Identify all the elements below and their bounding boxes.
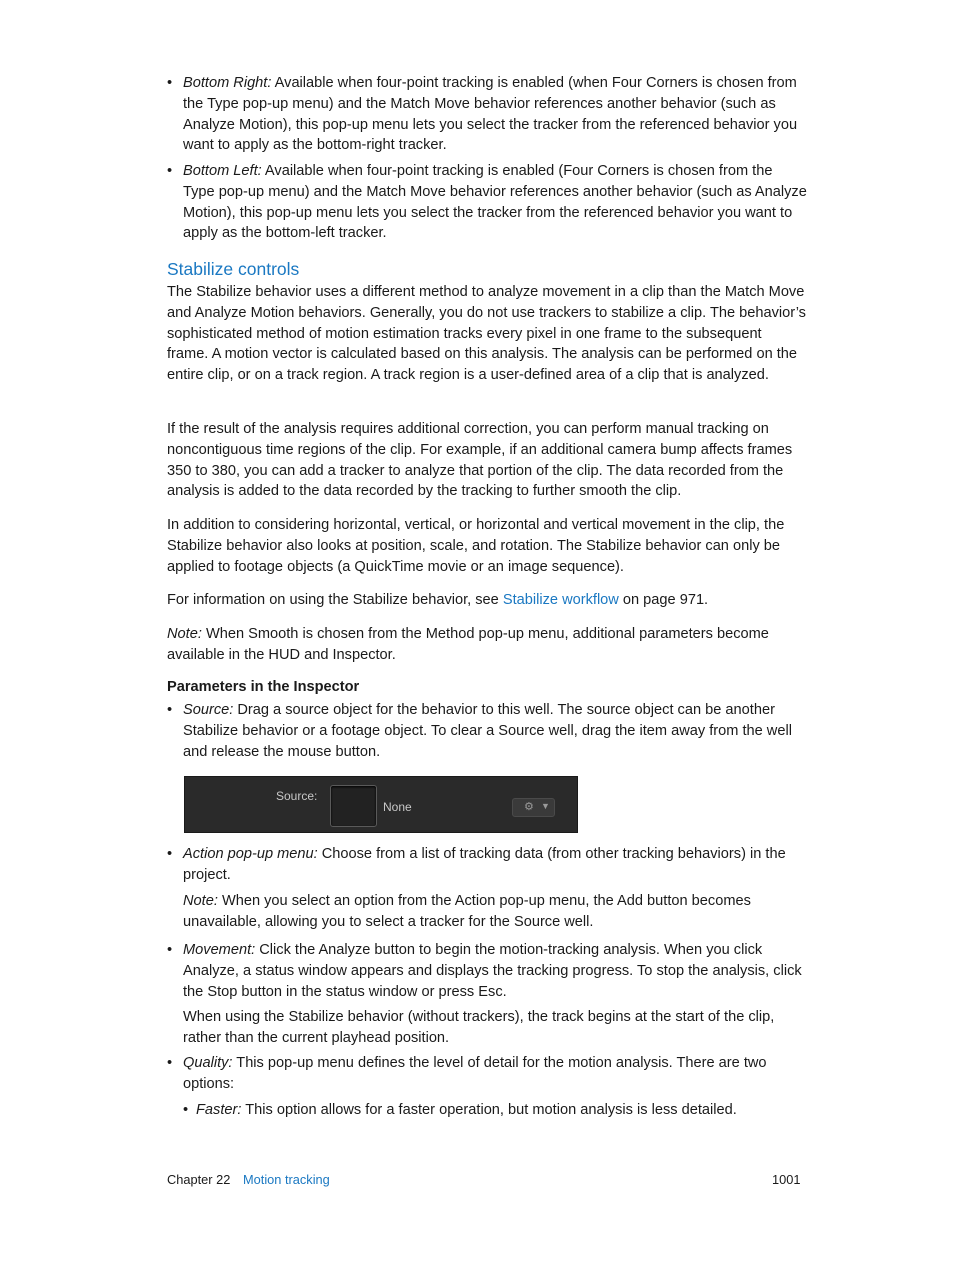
source-well[interactable] xyxy=(330,785,377,827)
page-number: 1001 xyxy=(772,1172,801,1187)
gear-icon: ⚙ xyxy=(524,801,534,813)
term: Source: xyxy=(183,702,234,718)
chevron-down-icon: ▼ xyxy=(541,801,550,811)
parameters-subheading: Parameters in the Inspector xyxy=(167,679,360,695)
stabilize-workflow-link[interactable]: Stabilize workflow xyxy=(502,592,619,608)
term: Quality: xyxy=(183,1055,233,1071)
bullet-marker: • xyxy=(167,75,173,91)
term: Faster: xyxy=(196,1102,242,1118)
note-label: Note: xyxy=(183,893,218,909)
note-label: Note: xyxy=(167,626,202,642)
description: Available when four-point tracking is enabled (Four Corners is chosen from the Type pop-up menu) and the Match Move behavior references another behavior (such as Analyze Motion), this pop-up menu lets you select the tracker from the referenced behavior you want to apply as the bottom-left tracker. xyxy=(183,163,807,242)
bullet-marker: • xyxy=(167,163,173,179)
bullet-marker: • xyxy=(183,1102,189,1118)
paragraph-1: The Stabilize behavior uses a different method to analyze movement in a clip than the Match Move and Analyze Motion behaviors. Generally, you do not use trackers to stabilize a clip. The behavior’s sophisticated method of motion estimation tracks every pixel in one frame to the subsequent frame. A motion vector is calculated based on this analysis. The analysis can be performed on the entire clip, or on a track region. A track region is a user-defined area of a clip that is analyzed. xyxy=(167,284,806,384)
bullet-marker: • xyxy=(167,1055,173,1071)
paragraph-2: If the result of the analysis requires additional correction, you can perform manual tracking on noncontiguous time regions of the clip. For example, if an additional camera bump affects frames 350 to 380, you can add a tracker to analyze that portion of the clip. The data recorded from the analysis is added to the data recorded by the tracking to further smooth the clip. xyxy=(167,421,793,500)
description: Choose from a list of tracking data (from other tracking behaviors) in the project. xyxy=(183,846,786,883)
note-action: Note: When you select an option from the Action pop-up menu, the Add button becomes unavailable, allowing you to select a tracker for the Source well. xyxy=(183,893,751,930)
source-label: Source: xyxy=(276,789,318,803)
footer-chapter: Chapter 22 xyxy=(167,1172,231,1187)
description: Click the Analyze button to begin the motion-tracking analysis. When you click Analyze, a status window appears and displays the tracking progress. To stop the analysis, click the Stop button in the status window or press Esc. xyxy=(183,942,802,1000)
note-smooth: Note: When Smooth is chosen from the Method pop-up menu, additional parameters become available in the HUD and Inspector. xyxy=(167,626,769,663)
description: Drag a source object for the behavior to this well. The source object can be another Stabilize behavior or a footage object. To clear a Source well, drag the item away from the well and release the mouse button. xyxy=(183,702,792,760)
section-heading: Stabilize controls xyxy=(167,259,300,279)
term: Bottom Right: xyxy=(183,75,272,91)
bullet-marker: • xyxy=(167,702,173,718)
term: Movement: xyxy=(183,942,256,958)
footer-chapter-title[interactable]: Motion tracking xyxy=(243,1172,330,1187)
term: Action pop-up menu: xyxy=(183,846,318,862)
description: This option allows for a faster operation, but motion analysis is less detailed. xyxy=(241,1102,737,1118)
term: Bottom Left: xyxy=(183,163,262,179)
paragraph-3: In addition to considering horizontal, vertical, or horizontal and vertical movement in the clip, the Stabilize behavior also looks at position, scale, and rotation. The Stabilize behavior can only be applied to footage objects (a QuickTime movie or an image sequence). xyxy=(167,517,785,575)
bullet-marker: • xyxy=(167,942,173,958)
action-popup-button[interactable] xyxy=(512,798,555,817)
movement-extra: When using the Stabilize behavior (without trackers), the track begins at the start of the clip, rather than the current playhead position. xyxy=(183,1009,775,1046)
description: This pop-up menu defines the level of detail for the motion analysis. There are two options: xyxy=(183,1055,767,1092)
bullet-marker: • xyxy=(167,846,173,862)
info-line: For information on using the Stabilize behavior, see Stabilize workflow on page 971. xyxy=(167,592,709,608)
description: Available when four-point tracking is enabled (when Four Corners is chosen from the Type pop-up menu) and the Match Move behavior references another behavior (such as Analyze Motion), this pop-up menu lets you select the tracker from the referenced behavior you want to apply as the bottom-right tracker. xyxy=(183,75,798,154)
source-value: None xyxy=(383,800,412,814)
source-inspector-panel xyxy=(184,776,578,833)
